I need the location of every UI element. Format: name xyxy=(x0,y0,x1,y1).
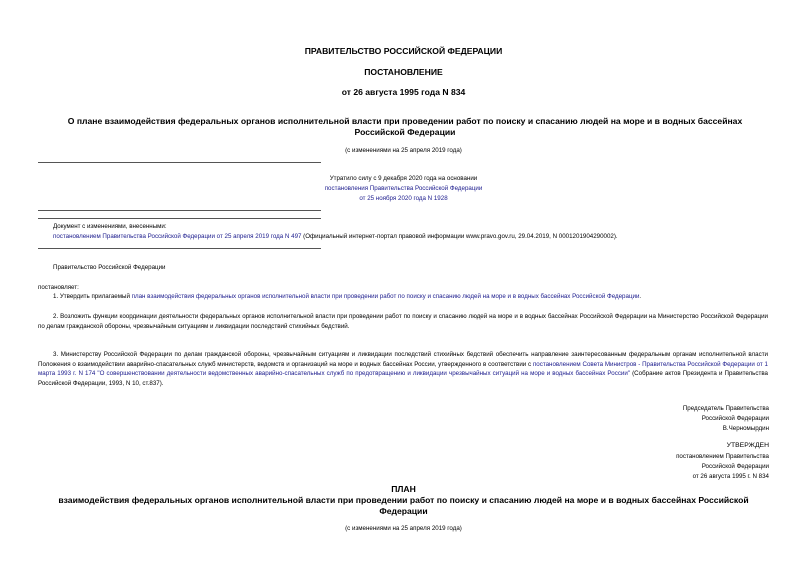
divider xyxy=(38,248,321,249)
approved-line-2: постановлением Правительства xyxy=(676,453,769,460)
paragraph-1 xyxy=(53,292,773,302)
signature-org: Российской Федерации xyxy=(701,415,769,422)
signature-name: В.Черномырдин xyxy=(722,425,769,432)
paragraph-3-pre: 3. Министерству Российской Федерации по делам гражданской обороны, чрезвычайным ситуациям и ликвидации последствий стихийных бедствий обеспечить направление заинтересованным федеральным органам исполнительной власти Положения о взаимодействии аварийно-спасательных служб министерств, ведомств и организаций на море и водных бассейнах России, утвержденного в соответствии с xyxy=(38,351,768,368)
lost-force-link-2[interactable]: от 25 ноября 2020 года N 1928 xyxy=(359,195,448,202)
changes-line xyxy=(53,232,773,242)
edition-note: (с изменениями на 25 апреля 2019 года) xyxy=(345,147,462,154)
paragraph-1-post: . xyxy=(639,293,642,300)
changes-intro: Документ с изменениями, внесенными: xyxy=(53,223,167,230)
divider xyxy=(38,218,321,219)
document-title: О плане взаимодействия федеральных органов исполнительной власти при проведении работ по поиску и спасанию людей на море и в водных бассейнах Российской Федерации xyxy=(67,116,743,137)
government-line: Правительство Российской Федерации xyxy=(53,264,166,271)
government-heading: ПРАВИТЕЛЬСТВО РОССИЙСКОЙ ФЕДЕРАЦИИ xyxy=(304,46,503,56)
paragraph-3 xyxy=(38,350,768,388)
paragraph-1-pre: 1. Утвердить прилагаемый xyxy=(53,293,132,300)
lost-force-text: Утратило силу с 9 декабря 2020 года на основании xyxy=(329,175,478,182)
plan-title: ПЛАН xyxy=(391,484,416,494)
paragraph-3-post: (Собрание актов Президента и Правительства Российской Федерации, 1993, N 10, ст.837). xyxy=(38,370,768,387)
divider xyxy=(38,162,321,163)
plan-subtitle: взаимодействия федеральных органов исполнительной власти при проведении работ по поиску и спасанию людей на море и в водных бассейнах Российской Федерации xyxy=(58,495,749,516)
approved-line-4: от 26 августа 1995 г. N 834 xyxy=(692,473,769,480)
signature-title: Председатель Правительства xyxy=(682,405,769,412)
changes-source: (Официальный интернет-портал правовой информации www.pravo.gov.ru, 29.04.2019, N 0001201904290002). xyxy=(301,233,618,240)
document-date: от 26 августа 1995 года N 834 xyxy=(341,87,466,97)
changes-link[interactable]: постановлением Правительства Российской Федерации от 25 апреля 2019 года N 497 xyxy=(53,233,302,240)
lost-force-link-1[interactable]: постановления Правительства Российской Федерации xyxy=(324,185,483,192)
divider xyxy=(38,210,321,211)
plan-edition-note: (с изменениями на 25 апреля 2019 года) xyxy=(345,525,462,532)
paragraph-2: 2. Возложить функции координации деятельности федеральных органов исполнительной власти при проведении работ по поиску и спасанию людей на море и в водных бассейнах Российской Федерации на Министерство Российской Федерации по делам гражданской обороны, чрезвычайным ситуациям и ликвидации последствий стихийных бедствий. xyxy=(38,313,768,330)
approved-line-3: Российской Федерации xyxy=(701,463,769,470)
resolves-line: постановляет: xyxy=(38,284,79,291)
approved-heading: УТВЕРЖДЕН xyxy=(726,442,769,449)
council-resolution-link[interactable]: постановлением Совета Министров - Правительства Российской Федерации от 1 марта 1993 г. N 174 "О совершенствовании деятельности ведомственных аварийно-спасательных служб по предотвращению и ликвидации чрезвычайных ситуаций на море и водных бассейнах России" xyxy=(38,360,768,378)
plan-link[interactable]: план взаимодействия федеральных органов исполнительной власти при проведении работ по поиску и спасанию людей на море и в водных бассейнах Российской Федерации xyxy=(131,293,640,300)
document-type: ПОСТАНОВЛЕНИЕ xyxy=(364,67,443,77)
